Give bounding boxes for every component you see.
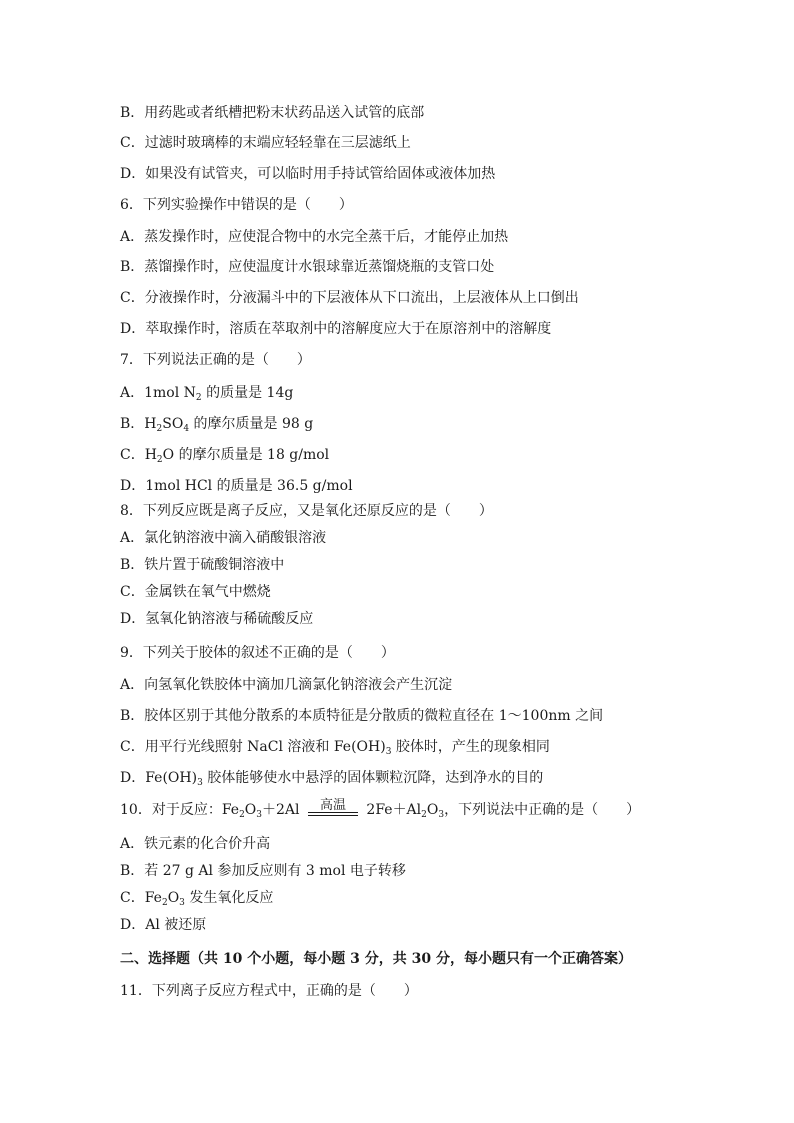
option-b: B．用药匙或者纸槽把粉末状药品送入试管的底部 <box>120 105 425 121</box>
q10-option-a: A．铁元素的化合价升高 <box>120 836 271 852</box>
q10-option-d: D．Al 被还原 <box>120 917 207 933</box>
q8-option-a: A．氯化钠溶液中滴入硝酸银溶液 <box>120 530 327 546</box>
q9-option-c: C．用平行光线照射 NaCl 溶液和 $Fe(OH)_3$ 胶体时，产生的现象相同 <box>120 739 550 757</box>
q6-option-b: B．蒸馏操作时，应使温度计水银球靠近蒸馏烧瓶的支管口处 <box>120 259 495 275</box>
q6-option-a: A．蒸发操作时，应使混合物中的水完全蒸干后，才能停止加热 <box>120 229 509 245</box>
q6-option-d: D．萃取操作时，溶质在萃取剂中的溶解度应大于在原溶剂中的溶解度 <box>120 321 552 337</box>
question-8: 8．下列反应既是离子反应，又是氧化还原反应的是（ ） <box>120 503 493 519</box>
q8-option-b: B．铁片置于硫酸铜溶液中 <box>120 557 285 573</box>
q7-option-d: D．1mol HCl 的质量是 36.5 g/mol <box>120 478 353 494</box>
question-11: 11．下列离子反应方程式中，正确的是（ ） <box>120 983 418 999</box>
question-9: 9．下列关于胶体的叙述不正确的是（ ） <box>120 645 395 661</box>
q9-option-d: D．$Fe(OH)_3$ 胶体能够使水中悬浮的固体颗粒沉降，达到净水的目的 <box>120 770 544 788</box>
q9-option-b: B．胶体区别于其他分散系的本质特征是分散质的微粒直径在 1～100nm 之间 <box>120 708 604 724</box>
q7-option-b: B．$H_2SO_4$ 的摩尔质量是 98 g <box>120 416 314 434</box>
option-c: C．过滤时玻璃棒的末端应轻轻靠在三层滤纸上 <box>120 135 411 151</box>
q8-option-d: D．氢氧化钠溶液与稀硫酸反应 <box>120 611 314 627</box>
q10-option-c: C．$Fe_2O_3$ 发生氧化反应 <box>120 890 274 908</box>
reaction-condition-arrow: 高温 <box>308 814 358 816</box>
question-7: 7．下列说法正确的是（ ） <box>120 352 311 368</box>
question-10: 10．对于反应：$Fe_2O_3+2Al$ 高温 $2Fe+Al_2O_3$，下列说法中正确的是（ ） <box>120 798 641 820</box>
q7-option-c: C．$H_2O$ 的摩尔质量是 18 g/mol <box>120 447 330 465</box>
question-6: 6．下列实验操作中错误的是（ ） <box>120 197 353 213</box>
q6-option-c: C．分液操作时，分液漏斗中的下层液体从下口流出，上层液体从上口倒出 <box>120 290 579 306</box>
option-d: D．如果没有试管夹，可以临时用手持试管给固体或液体加热 <box>120 166 496 182</box>
section-2-heading: 二、选择题（共 10 个小题，每小题 3 分，共 30 分，每小题只有一个正确答案） <box>120 951 632 967</box>
q9-option-a: A．向氢氧化铁胶体中滴加几滴氯化钠溶液会产生沉淀 <box>120 677 453 693</box>
q10-option-b: B．若 27 g Al 参加反应则有 3 mol 电子转移 <box>120 863 406 879</box>
q7-option-a: A．1mol $N_2$ 的质量是 14g <box>120 385 294 403</box>
q8-option-c: C．金属铁在氧气中燃烧 <box>120 584 271 600</box>
